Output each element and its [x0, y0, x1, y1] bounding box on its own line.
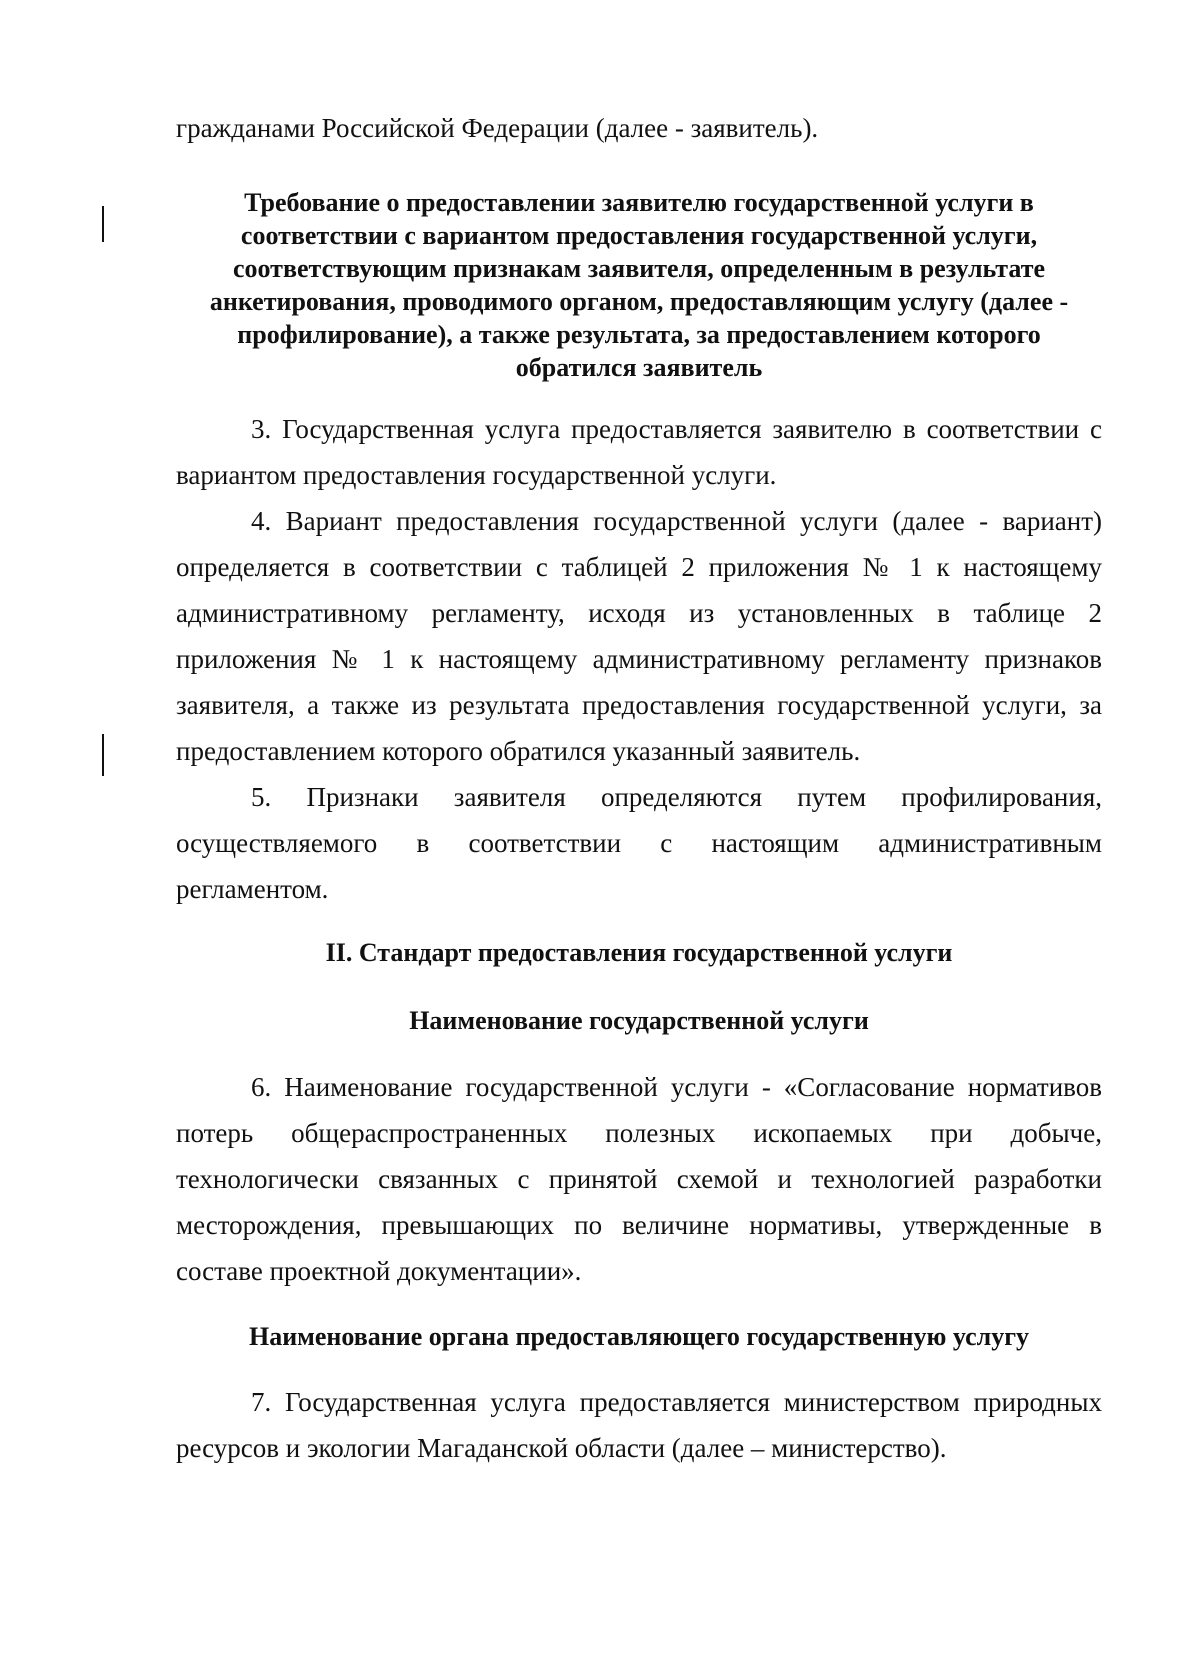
- heading-requirement-line: соответствии с вариантом предоставления государственной услуги,: [240, 221, 1038, 250]
- paragraph-line: осуществляемого в соответствии с настоящим административным: [176, 828, 1102, 858]
- heading-requirement-line: обратился заявитель: [515, 353, 763, 382]
- heading-requirement-line: профилирование), а также результата, за предоставлением которого: [237, 320, 1041, 349]
- paragraph-line: регламентом.: [176, 874, 329, 904]
- paragraph-line: вариантом предоставления государственной услуги.: [176, 460, 777, 490]
- paragraph-line: месторождения, превышающих по величине нормативы, утвержденные в: [176, 1210, 1102, 1240]
- paragraph-line: административному регламенту, исходя из установленных в таблице 2: [176, 598, 1102, 628]
- paragraph-line: 4. Вариант предоставления государственной услуги (далее - вариант): [251, 506, 1102, 536]
- paragraph-line: заявителя, а также из результата предоставления государственной услуги, за: [176, 690, 1102, 720]
- heading-requirement-line: анкетирования, проводимого органом, предоставляющим услугу (далее -: [209, 287, 1069, 316]
- paragraph-line: предоставлением которого обратился указанный заявитель.: [176, 736, 861, 766]
- heading-requirement-line: Требование о предоставлении заявителю государственной услуги в: [244, 188, 1034, 217]
- paragraph-line: 3. Государственная услуга предоставляется заявителю в соответствии с: [251, 414, 1102, 444]
- heading-authority: Наименование органа предоставляющего государственную услугу: [248, 1322, 1030, 1351]
- paragraph-line: составе проектной документации».: [176, 1256, 582, 1286]
- section-2-title: II. Стандарт предоставления государственной услуги: [325, 938, 953, 967]
- paragraph-line: приложения № 1 к настоящему административному регламенту признаков: [176, 644, 1102, 674]
- paragraph-line: потерь общераспространенных полезных ископаемых при добыче,: [176, 1118, 1102, 1148]
- intro-line: гражданами Российской Федерации (далее - заявитель).: [176, 113, 819, 143]
- paragraph-line: 5. Признаки заявителя определяются путем профилирования,: [251, 782, 1102, 812]
- paragraph-line: определяется в соответствии с таблицей 2 приложения № 1 к настоящему: [176, 552, 1102, 582]
- heading-requirement-line: соответствующим признакам заявителя, определенным в результате: [232, 254, 1046, 283]
- revision-mark: [102, 734, 104, 776]
- paragraph-line: 6. Наименование государственной услуги - «Согласование нормативов: [251, 1072, 1102, 1102]
- paragraph-line: технологически связанных с принятой схемой и технологией разработки: [176, 1164, 1102, 1194]
- heading-service-name: Наименование государственной услуги: [409, 1006, 869, 1035]
- paragraph-line: ресурсов и экологии Магаданской области (далее – министерство).: [176, 1433, 947, 1463]
- revision-mark: [102, 206, 104, 242]
- paragraph-line: 7. Государственная услуга предоставляется министерством природных: [251, 1387, 1102, 1417]
